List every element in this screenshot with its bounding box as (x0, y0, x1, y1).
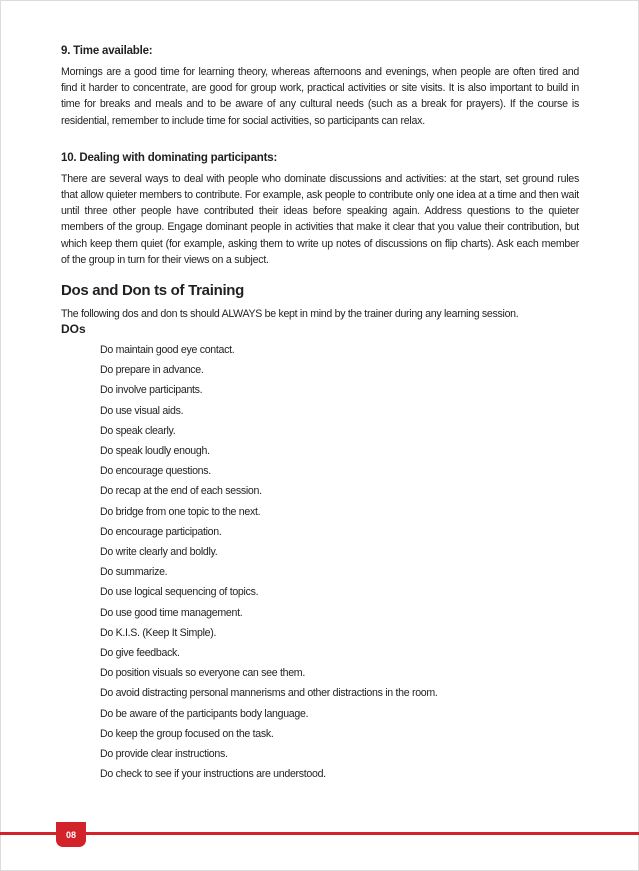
dos-intro-text: The following dos and don ts should ALWAYS be kept in mind by the trainer during any learning session. (61, 308, 519, 321)
dos-item: Do K.I.S. (Keep It Simple). (100, 626, 217, 639)
dos-item: Do check to see if your instructions are understood. (100, 768, 326, 781)
section-heading-dominating-participants: 10. Dealing with dominating participants: (61, 151, 278, 164)
dos-item: Do be aware of the participants body language. (100, 707, 309, 720)
dos-item: Do give feedback. (100, 647, 180, 660)
dos-item: Do speak clearly. (100, 424, 176, 437)
dos-item: Do summarize. (100, 566, 168, 579)
dos-item: Do avoid distracting personal mannerisms and other distractions in the room. (100, 687, 438, 700)
dos-item: Do write clearly and boldly. (100, 546, 218, 559)
footer-accent-line (0, 832, 639, 835)
dos-item: Do speak loudly enough. (100, 445, 210, 458)
dos-item: Do use visual aids. (100, 404, 184, 417)
dos-item: Do keep the group focused on the task. (100, 727, 274, 740)
section-heading-time-available: 9. Time available: (61, 45, 153, 57)
dos-and-donts-title: Dos and Don ts of Training (61, 282, 245, 300)
dos-label: DOs (61, 322, 86, 337)
dos-item: Do bridge from one topic to the next. (100, 505, 261, 518)
section-body-dominating-participants: There are several ways to deal with people who dominate discussions and activities: at the start, set ground rules that allow quieter members to contribute. For example, ask people to contribute only one idea at a time and then wait until three other people have contributed their ideas before speaking again. Address questions to the quieter members of the group. Engage dominant people in activities that make it clear that you value their contribution, but which keep them quiet (for example, asking them to write up notes of discussions on flip charts). Ask each member of the group in turn for their views on a subject. (61, 172, 579, 266)
dos-item: Do use logical sequencing of topics. (100, 586, 259, 599)
dos-item: Do prepare in advance. (100, 364, 204, 377)
dos-item: Do encourage participation. (100, 525, 222, 538)
page-number: 08 (65, 829, 76, 840)
dos-item: Do maintain good eye contact. (100, 344, 235, 357)
section-body-time-available: Mornings are a good time for learning theory, whereas afternoons and evenings, when people are often tired and find it harder to concentrate, are good for group work, practical activities or site visits. It is also important to build in time for breaks and meals and to be aware of any cultural needs (such as a break for prayers). If the course is residential, remember to include time for social activities, so participants can relax. (61, 66, 579, 127)
dos-item: Do encourage questions. (100, 465, 211, 478)
dos-item: Do position visuals so everyone can see them. (100, 667, 305, 680)
page-content (61, 44, 579, 785)
dos-item: Do provide clear instructions. (100, 748, 228, 761)
dos-item: Do involve participants. (100, 384, 203, 397)
dos-item: Do use good time management. (100, 606, 243, 619)
dos-item: Do recap at the end of each session. (100, 485, 262, 498)
dos-list (61, 340, 579, 784)
page-number-tab (56, 822, 86, 847)
